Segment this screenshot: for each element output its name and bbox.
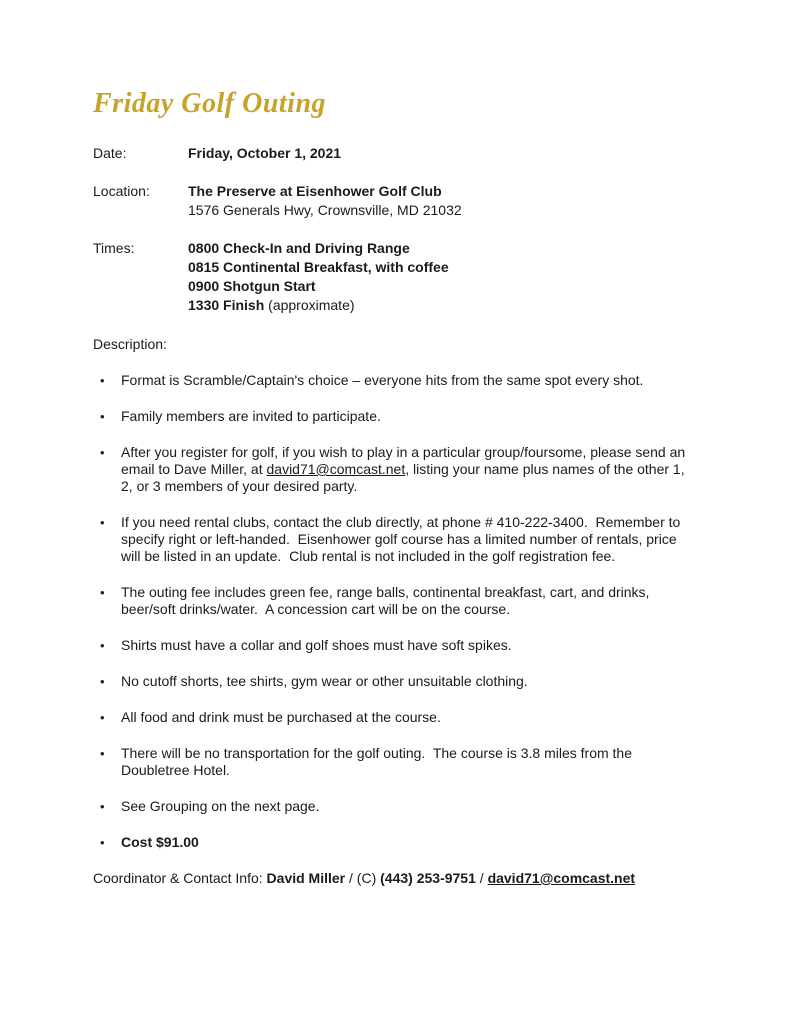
location-line xyxy=(188,182,697,201)
bullet-text xyxy=(121,514,697,565)
times-line xyxy=(188,239,697,258)
text-segment: , listing your name plus names of the other 1, 2, or 3 members of your desired party. xyxy=(121,461,689,494)
times-line xyxy=(188,258,697,277)
text-segment: Coordinator & Contact Info: xyxy=(93,870,267,886)
text-segment: Friday, October 1, 2021 xyxy=(188,145,342,161)
text-segment: 0800 Check-In and Driving Range xyxy=(188,240,410,256)
location-label: Location: xyxy=(93,183,150,199)
bullet-item xyxy=(93,745,697,779)
bullet-marker: • xyxy=(100,585,105,600)
text-segment: (approximate) xyxy=(264,297,355,313)
description-label: Description: xyxy=(93,336,167,352)
date-line xyxy=(188,144,697,163)
bullet-marker: • xyxy=(100,373,105,388)
text-segment: 0900 Shotgun Start xyxy=(188,278,316,294)
text-segment: / xyxy=(475,870,488,886)
bullet-item xyxy=(93,514,697,565)
bullet-item xyxy=(93,637,697,654)
times-value xyxy=(188,239,697,315)
email-address: david71@comcast.net xyxy=(266,461,406,477)
location-line xyxy=(188,201,697,220)
times-line xyxy=(188,277,697,296)
bullet-text xyxy=(121,584,697,618)
bullet-item xyxy=(93,673,697,690)
text-segment: Family members are invited to participate. xyxy=(121,408,381,424)
text-segment: / (C) xyxy=(345,870,381,886)
bullet-item xyxy=(93,834,697,851)
text-segment: 1576 Generals Hwy, Crownsville, MD 21032 xyxy=(188,202,462,218)
bullet-text xyxy=(121,834,697,851)
bullet-text xyxy=(121,745,697,779)
text-segment: Format is Scramble/Captain's choice – everyone hits from the same spot every shot. xyxy=(121,372,644,388)
text-segment: After you register for golf, if you wish to play in a particular group/foursome, please send an email to Dave Miller, at xyxy=(121,444,690,477)
bullet-text xyxy=(121,372,697,389)
bullet-marker: • xyxy=(100,799,105,814)
date-row xyxy=(93,144,697,163)
bullet-text xyxy=(121,444,697,495)
location-row xyxy=(93,182,697,220)
bullet-marker: • xyxy=(100,746,105,761)
bullet-text xyxy=(121,637,697,654)
bullet-text xyxy=(121,673,697,690)
document-title: Friday Golf Outing xyxy=(93,88,327,119)
bullet-marker: • xyxy=(100,515,105,530)
text-segment: (443) 253-9751 xyxy=(380,870,476,886)
bullet-item xyxy=(93,709,697,726)
text-segment: If you need rental clubs, contact the club directly, at phone # 410-222-3400. Remember to specify right or left-handed. Eisenhower golf course has a limited number of rentals, price will be listed in an update. Club rental is not included in the golf registration fee. xyxy=(121,514,685,564)
text-segment: All food and drink must be purchased at the course. xyxy=(121,709,441,725)
times-line xyxy=(188,296,697,315)
bullet-marker: • xyxy=(100,835,105,850)
bullet-marker: • xyxy=(100,409,105,424)
text-segment: See Grouping on the next page. xyxy=(121,798,320,814)
contact-line xyxy=(93,870,697,887)
bullet-item xyxy=(93,584,697,618)
email-address: david71@comcast.net xyxy=(487,870,636,886)
text-segment: 1330 Finish xyxy=(188,297,265,313)
text-segment: No cutoff shorts, tee shirts, gym wear or other unsuitable clothing. xyxy=(121,673,528,689)
bullet-item xyxy=(93,444,697,495)
bullet-item xyxy=(93,798,697,815)
bullet-text xyxy=(121,408,697,425)
times-label: Times: xyxy=(93,240,135,256)
date-value xyxy=(188,144,697,163)
bullet-item xyxy=(93,372,697,389)
text-segment: The outing fee includes green fee, range balls, continental breakfast, cart, and drinks, beer/soft drinks/water. A concession cart will be on the course. xyxy=(121,584,654,617)
date-label: Date: xyxy=(93,145,127,161)
bullet-marker: • xyxy=(100,638,105,653)
text-segment: Cost $91.00 xyxy=(121,834,199,850)
bullet-text xyxy=(121,798,697,815)
text-segment: There will be no transportation for the golf outing. The course is 3.8 miles from the Doubletree Hotel. xyxy=(121,745,636,778)
times-row xyxy=(93,239,697,315)
text-segment: The Preserve at Eisenhower Golf Club xyxy=(188,183,442,199)
text-segment: Shirts must have a collar and golf shoes must have soft spikes. xyxy=(121,637,512,653)
bullet-item xyxy=(93,408,697,425)
bullet-marker: • xyxy=(100,710,105,725)
text-segment: David Miller xyxy=(266,870,346,886)
info-section xyxy=(93,144,697,315)
location-value xyxy=(188,182,697,220)
bullet-marker: • xyxy=(100,674,105,689)
description-bullets xyxy=(93,372,697,851)
bullet-marker: • xyxy=(100,445,105,460)
text-segment: 0815 Continental Breakfast, with coffee xyxy=(188,259,449,275)
bullet-text xyxy=(121,709,697,726)
